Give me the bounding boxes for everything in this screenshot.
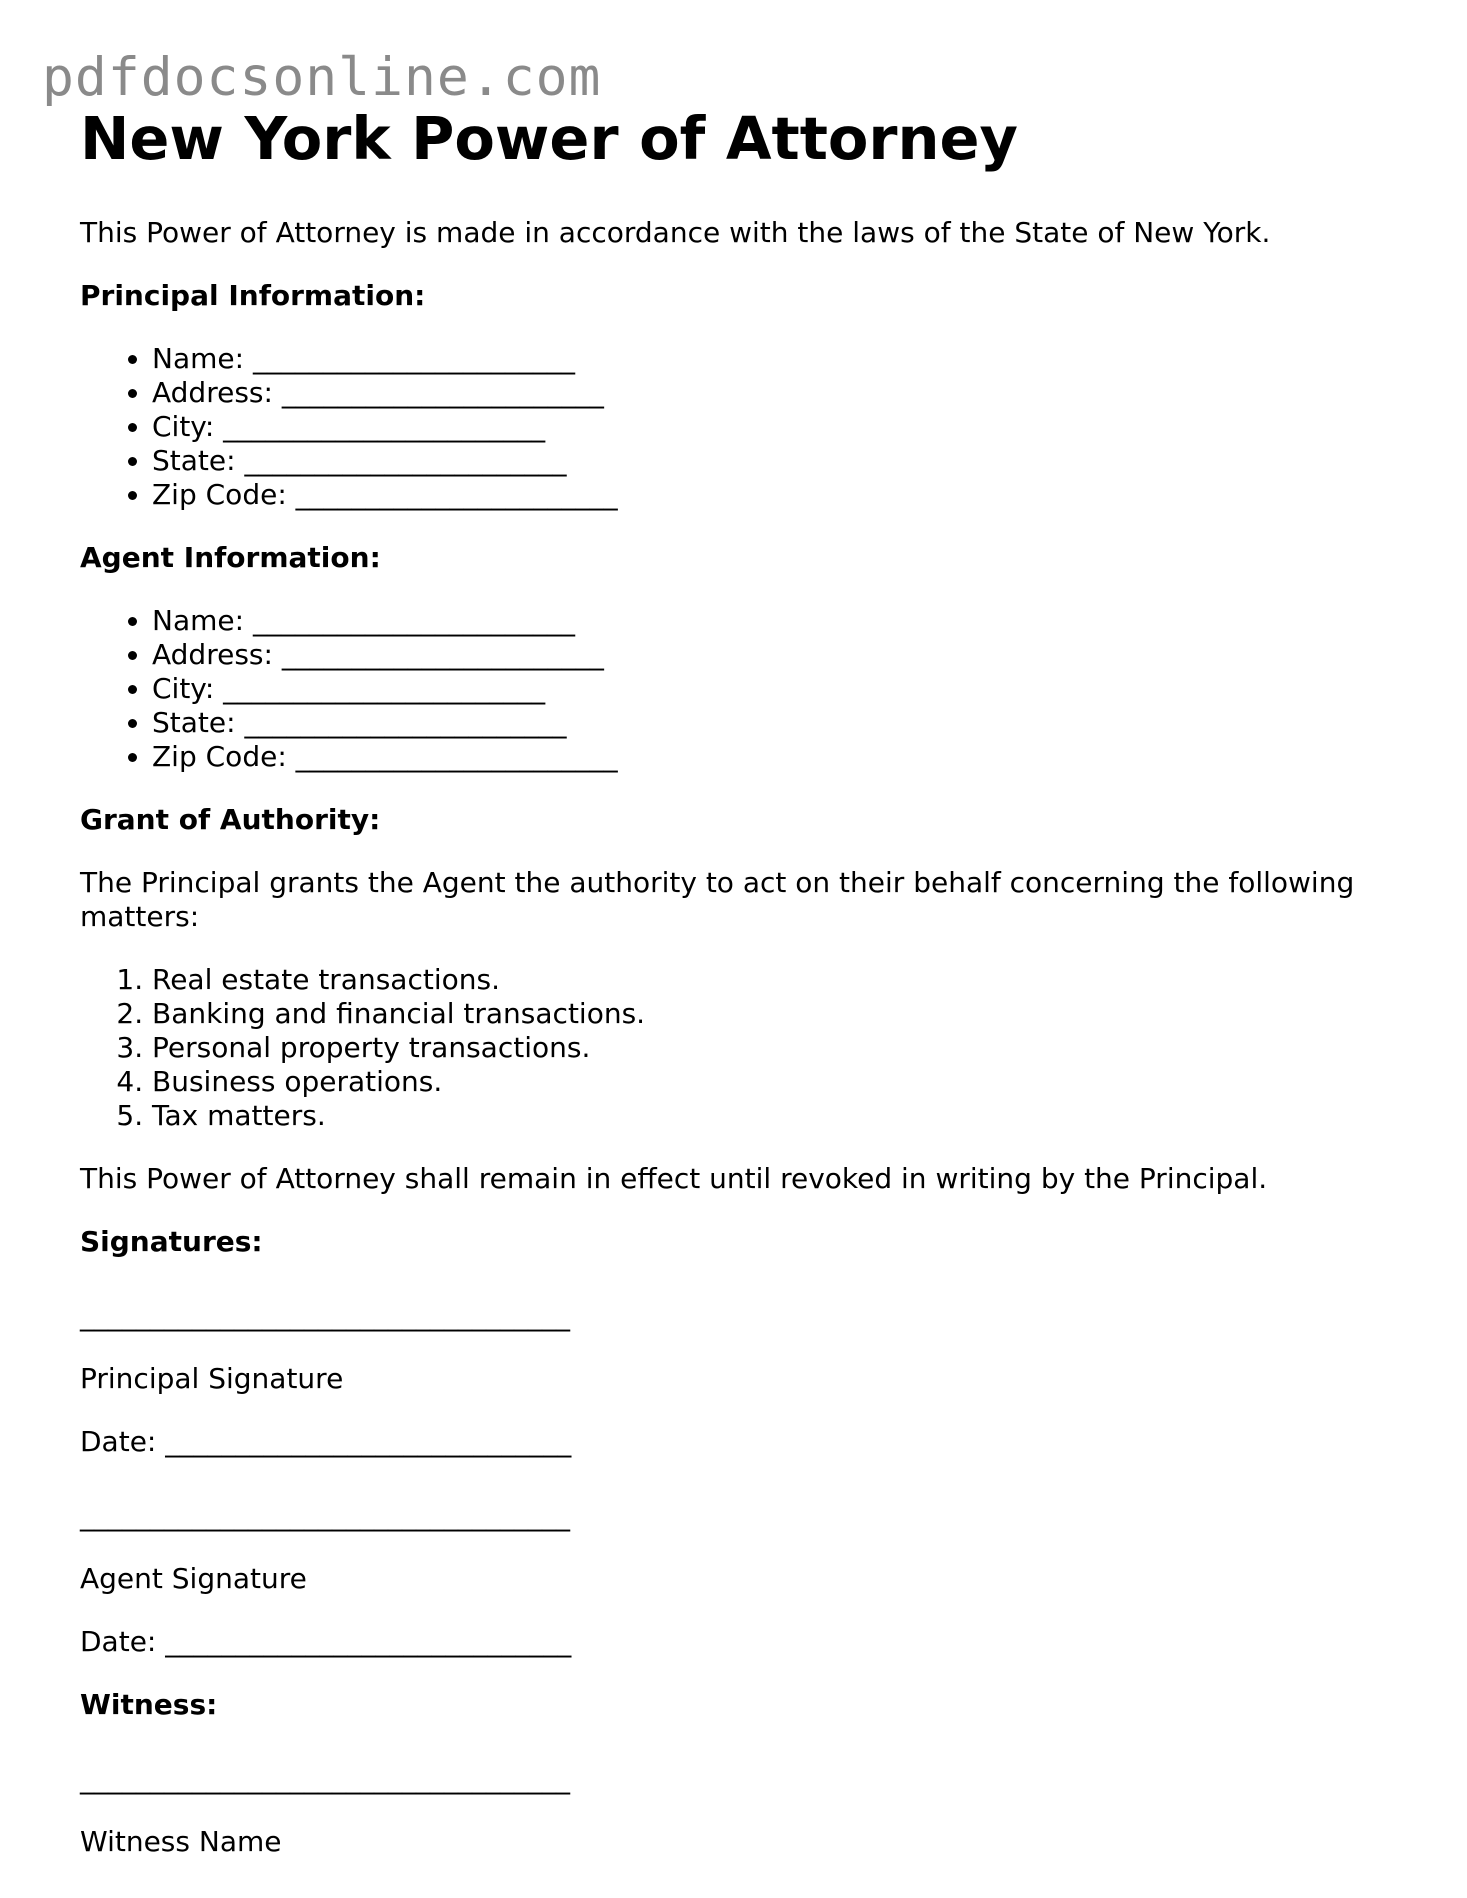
agent-zip-field[interactable]: • Zip Code: _______________________	[152, 740, 1400, 774]
document-body	[80, 102, 1400, 1859]
agent-heading: Agent Information:	[80, 541, 381, 574]
agent-date-field[interactable]: Date: _____________________________	[80, 1625, 572, 1658]
document-title: New York Power of Attorney	[80, 104, 1019, 173]
watermark: pdfdocsonline.com	[42, 47, 602, 108]
principal-city-field[interactable]: • City: _______________________	[152, 410, 1400, 444]
witness-heading: Witness:	[80, 1688, 218, 1721]
grant-item: 3. Personal property transactions.	[152, 1031, 1400, 1065]
principal-signature-label: Principal Signature	[80, 1362, 344, 1395]
grant-item: 1. Real estate transactions.	[152, 963, 1400, 997]
effect-text: This Power of Attorney shall remain in effect until revoked in writing by the Principal.	[80, 1162, 1268, 1195]
principal-address-field[interactable]: • Address: _______________________	[152, 376, 1400, 410]
grant-item: 4. Business operations.	[152, 1065, 1400, 1099]
grant-text: The Principal grants the Agent the authority to act on their behalf concerning the following matters:	[80, 866, 1355, 933]
signatures-heading: Signatures:	[80, 1225, 263, 1258]
grant-heading: Grant of Authority:	[80, 803, 381, 836]
principal-zip-field[interactable]: • Zip Code: _______________________	[152, 478, 1400, 512]
agent-name-field[interactable]: • Name: _______________________	[152, 604, 1400, 638]
agent-fields	[80, 604, 1400, 774]
grant-items	[80, 963, 1400, 1133]
agent-state-field[interactable]: • State: _______________________	[152, 706, 1400, 740]
grant-item: 5. Tax matters.	[152, 1099, 1400, 1133]
principal-name-field[interactable]: • Name: _______________________	[152, 342, 1400, 376]
agent-address-field[interactable]: • Address: _______________________	[152, 638, 1400, 672]
intro-text: This Power of Attorney is made in accordance with the laws of the State of New York.	[80, 216, 1271, 249]
witness-name-label: Witness Name	[80, 1825, 282, 1858]
principal-signature-line[interactable]: ___________________________________	[80, 1299, 570, 1332]
principal-fields	[80, 342, 1400, 512]
grant-item: 2. Banking and financial transactions.	[152, 997, 1400, 1031]
principal-state-field[interactable]: • State: _______________________	[152, 444, 1400, 478]
agent-signature-label: Agent Signature	[80, 1562, 307, 1595]
witness-signature-line[interactable]: ___________________________________	[80, 1762, 570, 1795]
principal-heading: Principal Information:	[80, 279, 426, 312]
agent-city-field[interactable]: • City: _______________________	[152, 672, 1400, 706]
principal-date-field[interactable]: Date: _____________________________	[80, 1425, 572, 1458]
agent-signature-line[interactable]: ___________________________________	[80, 1499, 570, 1532]
